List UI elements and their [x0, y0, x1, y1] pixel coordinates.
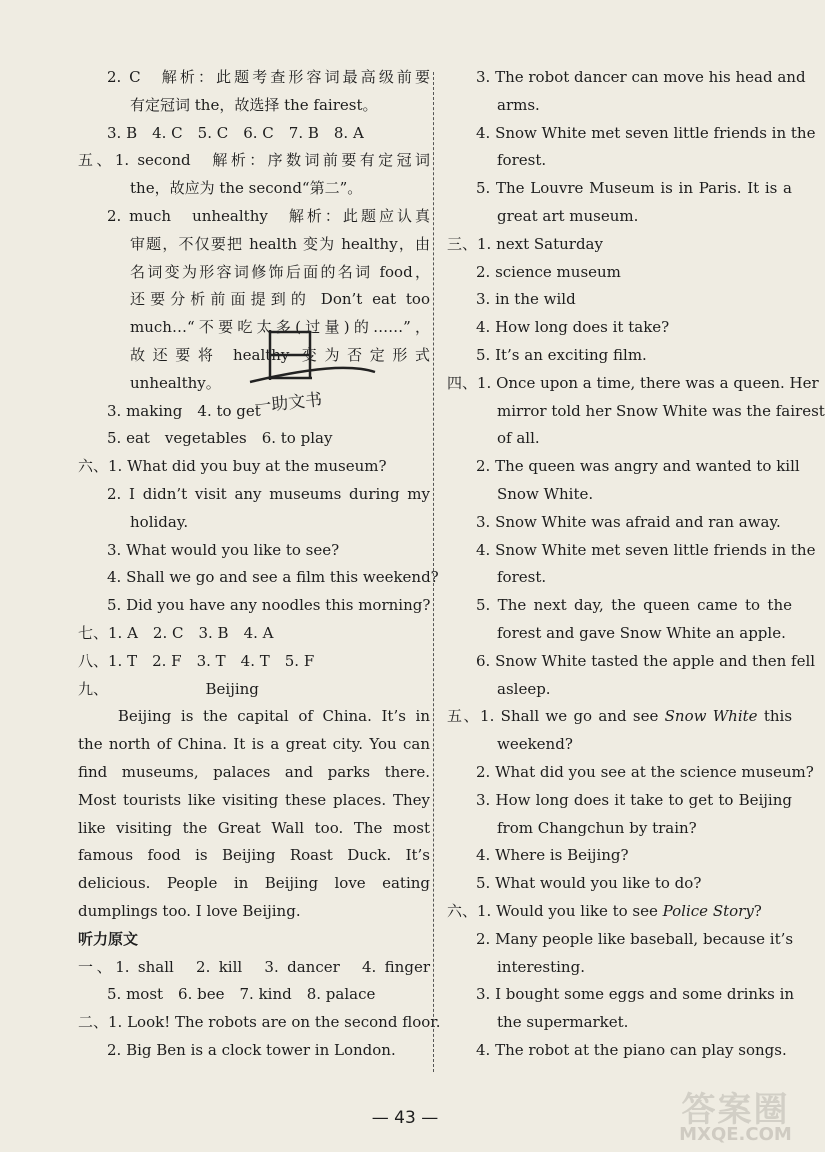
- answer-line: [447, 147, 792, 175]
- answer-text: the north of China. It is a great city. You can: [78, 735, 430, 754]
- handwritten-note: 一助文书: [253, 389, 324, 417]
- answer-text: 2. much unhealthy 解析：此题应认真: [107, 206, 430, 225]
- answer-line: [447, 954, 792, 982]
- answer-text: great art museum.: [497, 206, 639, 225]
- answer-text: asleep.: [497, 679, 551, 698]
- answer-line: [447, 259, 792, 287]
- answer-text: of all.: [497, 429, 540, 448]
- page-number: — 43 —: [371, 1108, 439, 1128]
- answer-line: [78, 648, 430, 676]
- answer-line: [447, 370, 819, 398]
- answer-text: 三、1. next Saturday: [447, 234, 603, 253]
- answer-line: [78, 1009, 441, 1037]
- answer-line: [78, 620, 430, 648]
- answer-text: the supermarket.: [497, 1013, 629, 1032]
- answer-text: 3. How long does it take to get to Beijing: [476, 790, 792, 809]
- answer-line: [447, 286, 792, 314]
- handwritten-scribble: [240, 320, 400, 420]
- answer-line: [78, 147, 430, 175]
- watermark: [668, 1082, 803, 1150]
- answer-line: [447, 1009, 792, 1037]
- answer-text: 5. Did you have any noodles this morning?: [107, 596, 431, 615]
- answer-line: [447, 620, 792, 648]
- answer-line: [78, 286, 430, 314]
- answer-line: [447, 731, 792, 759]
- answer-text: 3. making 4. to get: [107, 401, 261, 420]
- answer-line: [78, 120, 430, 148]
- answer-line: [78, 175, 430, 203]
- answer-line: [78, 259, 430, 287]
- answer-line: [78, 564, 439, 592]
- answer-line: [78, 981, 430, 1009]
- answer-text: 2. What did you see at the science museum?: [476, 762, 814, 781]
- answer-text: holiday.: [130, 512, 189, 531]
- answer-text: like visiting the Great Wall too. The most: [78, 818, 430, 837]
- answer-line: [447, 676, 792, 704]
- answer-line: [78, 870, 430, 898]
- answer-line: [447, 1037, 792, 1065]
- answer-line: [78, 537, 430, 565]
- answer-line: [78, 481, 430, 509]
- answer-line: [447, 398, 825, 426]
- left-answer-column: [78, 64, 441, 1065]
- answer-text: 有定冠词 the，故选择 the fairest。: [130, 95, 378, 114]
- answer-line: [447, 453, 800, 481]
- answer-line: [78, 1037, 430, 1065]
- answer-text: 3. The robot dancer can move his head and: [476, 68, 806, 86]
- right-answer-column: [447, 64, 825, 1065]
- answer-line: [78, 203, 430, 231]
- answer-line: [447, 898, 792, 926]
- answer-line: [447, 64, 806, 92]
- watermark-site: MXQE.COM: [679, 1124, 792, 1145]
- answer-line: [78, 676, 430, 704]
- answer-text: from Changchun by train?: [497, 818, 697, 837]
- answer-text: ?: [753, 901, 762, 920]
- answer-text: 九、 Beijing: [78, 679, 259, 698]
- answer-line: [78, 425, 430, 453]
- answer-line: [447, 787, 792, 815]
- answer-text: 2. Many people like baseball, because it’s: [476, 929, 794, 948]
- answer-line: [78, 815, 430, 843]
- answer-line: [447, 815, 792, 843]
- answer-text: dumplings too. I love Beijing.: [78, 901, 301, 920]
- answer-text: this: [757, 707, 793, 726]
- answer-line: [447, 759, 814, 787]
- answer-line: [447, 231, 792, 259]
- answer-text: 4. Snow White met seven little friends in the: [476, 540, 816, 559]
- answer-line: [78, 898, 430, 926]
- answer-text: 3. Snow White was afraid and ran away.: [476, 512, 781, 531]
- answer-text: 七、1. A 2. C 3. B 4. A: [78, 623, 274, 642]
- answer-text: forest and gave Snow White an apple.: [497, 623, 786, 642]
- answer-text: 八、1. T 2. F 3. T 4. T 5. F: [78, 651, 315, 670]
- answer-text: 3. B 4. C 5. C 6. C 7. B 8. A: [107, 123, 364, 142]
- answer-text: arms.: [497, 95, 540, 114]
- answer-text: 4. Shall we go and see a film this weekend?: [107, 568, 439, 587]
- answer-text: 3. I bought some eggs and some drinks in: [476, 985, 795, 1004]
- answer-text: 5. eat vegetables 6. to play: [107, 429, 333, 448]
- answer-text: the，故应为 the second“第二”。: [130, 179, 363, 198]
- answer-text: 2. Big Ben is a clock tower in London.: [107, 1040, 396, 1059]
- answer-line: [447, 537, 816, 565]
- answer-text: 5. The next day, the queen came to the: [476, 596, 792, 615]
- answer-line: [78, 787, 430, 815]
- answer-text: forest.: [497, 151, 547, 170]
- answer-text: Beijing is the capital of China. It’s in: [98, 707, 430, 726]
- answer-text: 3. in the wild: [476, 290, 576, 309]
- answer-line: [447, 703, 792, 731]
- answer-text: forest.: [497, 568, 547, 587]
- answer-line: [447, 648, 816, 676]
- italic-title: Snow White: [664, 707, 758, 726]
- answer-line: [78, 64, 430, 92]
- answer-text: mirror told her Snow White was the fairest: [497, 401, 825, 420]
- answer-line: [447, 564, 792, 592]
- answer-line: [447, 342, 792, 370]
- answer-line: [447, 203, 792, 231]
- answer-text: 审题，不仅要把 health 变为 healthy，由: [130, 234, 430, 253]
- answer-text: 2. C 解析：此题考查形容词最高级前要: [107, 68, 430, 86]
- answer-text: find museums, palaces and parks there.: [78, 762, 430, 781]
- answer-line: [447, 92, 792, 120]
- answer-line: [447, 842, 792, 870]
- answer-line: [78, 453, 430, 481]
- answer-text: 5. The Louvre Museum is in Paris. It is a: [476, 179, 792, 198]
- answer-line: [78, 842, 430, 870]
- answer-text: 2. The queen was angry and wanted to kill: [476, 457, 800, 476]
- answer-text: 3. What would you like to see?: [107, 540, 340, 559]
- answer-text: 6. Snow White tasted the apple and then fell: [476, 651, 816, 670]
- answer-text: 5. What would you like to do?: [476, 874, 702, 893]
- answer-line: [447, 592, 792, 620]
- answer-line: [78, 703, 430, 731]
- answer-text: 听力原文: [78, 929, 139, 948]
- answer-line: [78, 92, 430, 120]
- answer-line: [78, 592, 430, 620]
- answer-text: weekend?: [497, 735, 573, 754]
- answer-line: [447, 926, 792, 954]
- answer-text: unhealthy。: [130, 373, 221, 392]
- answer-text: 五、1. Shall we go and see: [447, 707, 665, 726]
- answer-line: [78, 954, 430, 982]
- answer-text: 5. It’s an exciting film.: [476, 345, 647, 364]
- answer-line: [447, 120, 816, 148]
- answer-text: 六、1. What did you buy at the museum?: [78, 457, 387, 476]
- watermark-logo: 答案圈: [681, 1090, 790, 1130]
- answer-text: 四、1. Once upon a time, there was a queen. Her: [447, 373, 819, 392]
- answer-line: [447, 175, 792, 203]
- answer-text: famous food is Beijing Roast Duck. It’s: [78, 846, 430, 865]
- answer-line: [447, 509, 792, 537]
- answer-text: delicious. People in Beijing love eating: [78, 874, 430, 893]
- answer-line: [78, 759, 430, 787]
- answer-line: [447, 314, 792, 342]
- answer-line: [447, 481, 792, 509]
- answer-text: 4. How long does it take?: [476, 318, 670, 337]
- answer-text: 故还要将 healthy 变为否定形式: [130, 345, 430, 364]
- answer-line: [447, 870, 792, 898]
- answer-text: 二、1. Look! The robots are on the second floor.: [78, 1013, 441, 1032]
- answer-text: 名词变为形容词修饰后面的名词 food，: [130, 262, 430, 281]
- answer-text: 4. The robot at the piano can play songs.: [476, 1040, 787, 1059]
- answer-text: 2. I didn’t visit any museums during my: [107, 484, 430, 503]
- answer-line: [447, 981, 795, 1009]
- answer-line: [78, 231, 430, 259]
- answer-text: interesting.: [497, 957, 585, 976]
- answer-text: 4. Snow White met seven little friends in the: [476, 123, 816, 142]
- answer-line: [78, 731, 430, 759]
- answer-line: [78, 509, 430, 537]
- column-divider: [433, 72, 434, 1072]
- answer-text: 5. most 6. bee 7. kind 8. palace: [107, 985, 376, 1004]
- answer-text: much…“不要吃太多(过量)的……”，: [130, 318, 430, 337]
- answer-line: [447, 425, 792, 453]
- answer-line: [78, 926, 430, 954]
- italic-title: Police Story: [662, 901, 754, 920]
- answer-text: 还要分析前面提到的 Don’t eat too: [130, 290, 430, 309]
- answer-text: 五、1. second 解析：序数词前要有定冠词: [78, 151, 430, 170]
- answer-text: 六、1. Would you like to see: [447, 901, 663, 920]
- answer-text: 一、1. shall 2. kill 3. dancer 4. finger: [78, 957, 430, 976]
- answer-text: 2. science museum: [476, 262, 621, 281]
- answer-text: 4. Where is Beijing?: [476, 846, 629, 865]
- answer-text: Snow White.: [497, 484, 594, 503]
- answer-text: Most tourists like visiting these places. They: [78, 790, 430, 809]
